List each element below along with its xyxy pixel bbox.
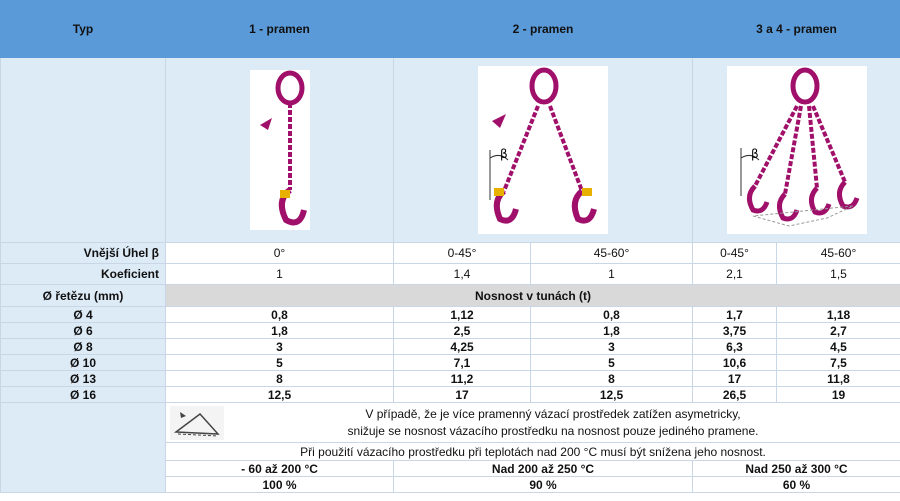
coef-value: 1 [531, 264, 693, 285]
capacity-cell: 5 [166, 355, 394, 371]
temperature-note: Při použití vázacího prostředku při teplotách nad 200 °C musí být snížena jeho nosnost. [166, 443, 900, 461]
capacity-cell: 19 [777, 387, 900, 403]
table-row [1, 307, 900, 323]
image-cell-3 [693, 58, 900, 243]
diameter-cell: Ø 4 [1, 307, 166, 323]
temp-range-3: Nad 250 až 300 °C [693, 461, 900, 477]
capacity-cell: 11,2 [394, 371, 531, 387]
coef-value: 2,1 [693, 264, 777, 285]
asymmetric-note-line1: V případě, že je více pramenný vázací prostředek zatížen asymetricky, [365, 406, 741, 421]
capacity-cell: 5 [531, 355, 693, 371]
capacity-cell: 1,7 [693, 307, 777, 323]
capacity-cell: 8 [531, 371, 693, 387]
table-row [1, 371, 900, 387]
header-1-strand: 1 - pramen [166, 1, 394, 58]
capacity-cell: 1,18 [777, 307, 900, 323]
capacity-cell: 4,5 [777, 339, 900, 355]
angle-value: 45-60° [777, 243, 900, 264]
table-row [1, 387, 900, 403]
angle-value: 0-45° [693, 243, 777, 264]
diameter-header-label: Ø řetězu (mm) [1, 285, 166, 307]
table-row [1, 323, 900, 339]
diameter-cell: Ø 8 [1, 339, 166, 355]
four-leg-sling-image [727, 66, 867, 234]
capacity-cell: 26,5 [693, 387, 777, 403]
asymmetric-load-icon [170, 406, 224, 440]
table-row [1, 339, 900, 355]
image-row [1, 58, 900, 243]
capacity-cell: 6,3 [693, 339, 777, 355]
header-row [1, 1, 900, 58]
capacity-cell: 3,75 [693, 323, 777, 339]
diameter-header-row [1, 285, 900, 307]
coef-label: Koeficient [1, 264, 166, 285]
capacity-cell: 12,5 [166, 387, 394, 403]
capacity-cell: 3 [166, 339, 394, 355]
capacity-cell: 4,25 [394, 339, 531, 355]
capacity-cell: 17 [394, 387, 531, 403]
angle-value: 45-60° [531, 243, 693, 264]
image-cell-1 [166, 58, 394, 243]
angle-value: 0-45° [394, 243, 531, 264]
temp-percent-2: 90 % [394, 477, 693, 493]
asymmetric-note [166, 403, 900, 443]
angle-value: 0° [166, 243, 394, 264]
capacity-cell: 2,7 [777, 323, 900, 339]
header-typ: Typ [1, 1, 166, 58]
coef-value: 1 [166, 264, 394, 285]
capacity-cell: 1,8 [166, 323, 394, 339]
capacity-cell: 0,8 [166, 307, 394, 323]
capacity-cell: 8 [166, 371, 394, 387]
diameter-cell: Ø 6 [1, 323, 166, 339]
angle-row [1, 243, 900, 264]
temp-percent-1: 100 % [166, 477, 394, 493]
capacity-cell: 7,5 [777, 355, 900, 371]
image-cell-2 [394, 58, 693, 243]
capacity-cell: 11,8 [777, 371, 900, 387]
table-row [1, 355, 900, 371]
header-3-4-strand: 3 a 4 - pramen [693, 1, 900, 58]
capacity-cell: 3 [531, 339, 693, 355]
temp-range-1: - 60 až 200 °C [166, 461, 394, 477]
diameter-cell: Ø 16 [1, 387, 166, 403]
capacity-caption: Nosnost v tunách (t) [166, 285, 900, 307]
capacity-cell: 17 [693, 371, 777, 387]
capacity-cell: 7,1 [394, 355, 531, 371]
coef-value: 1,5 [777, 264, 900, 285]
capacity-cell: 1,8 [531, 323, 693, 339]
coef-row [1, 264, 900, 285]
capacity-cell: 12,5 [531, 387, 693, 403]
angle-label: Vnější Úhel β [1, 243, 166, 264]
capacity-cell: 0,8 [531, 307, 693, 323]
asymmetric-note-line2: snižuje se nosnost vázacího prostředku na nosnost pouze jediného pramene. [347, 423, 759, 438]
temp-range-2: Nad 200 až 250 °C [394, 461, 693, 477]
coef-value: 1,4 [394, 264, 531, 285]
diameter-cell: Ø 10 [1, 355, 166, 371]
capacity-cell: 10,6 [693, 355, 777, 371]
capacity-cell: 1,12 [394, 307, 531, 323]
capacity-cell: 2,5 [394, 323, 531, 339]
diameter-cell: Ø 13 [1, 371, 166, 387]
temp-percent-3: 60 % [693, 477, 900, 493]
asymmetric-note-row [1, 403, 900, 443]
header-2-strand: 2 - pramen [394, 1, 693, 58]
beta-label-2: β [500, 147, 508, 161]
beta-label-3: β [750, 147, 759, 161]
two-leg-sling-image [478, 66, 608, 234]
single-leg-sling-image [250, 70, 310, 230]
